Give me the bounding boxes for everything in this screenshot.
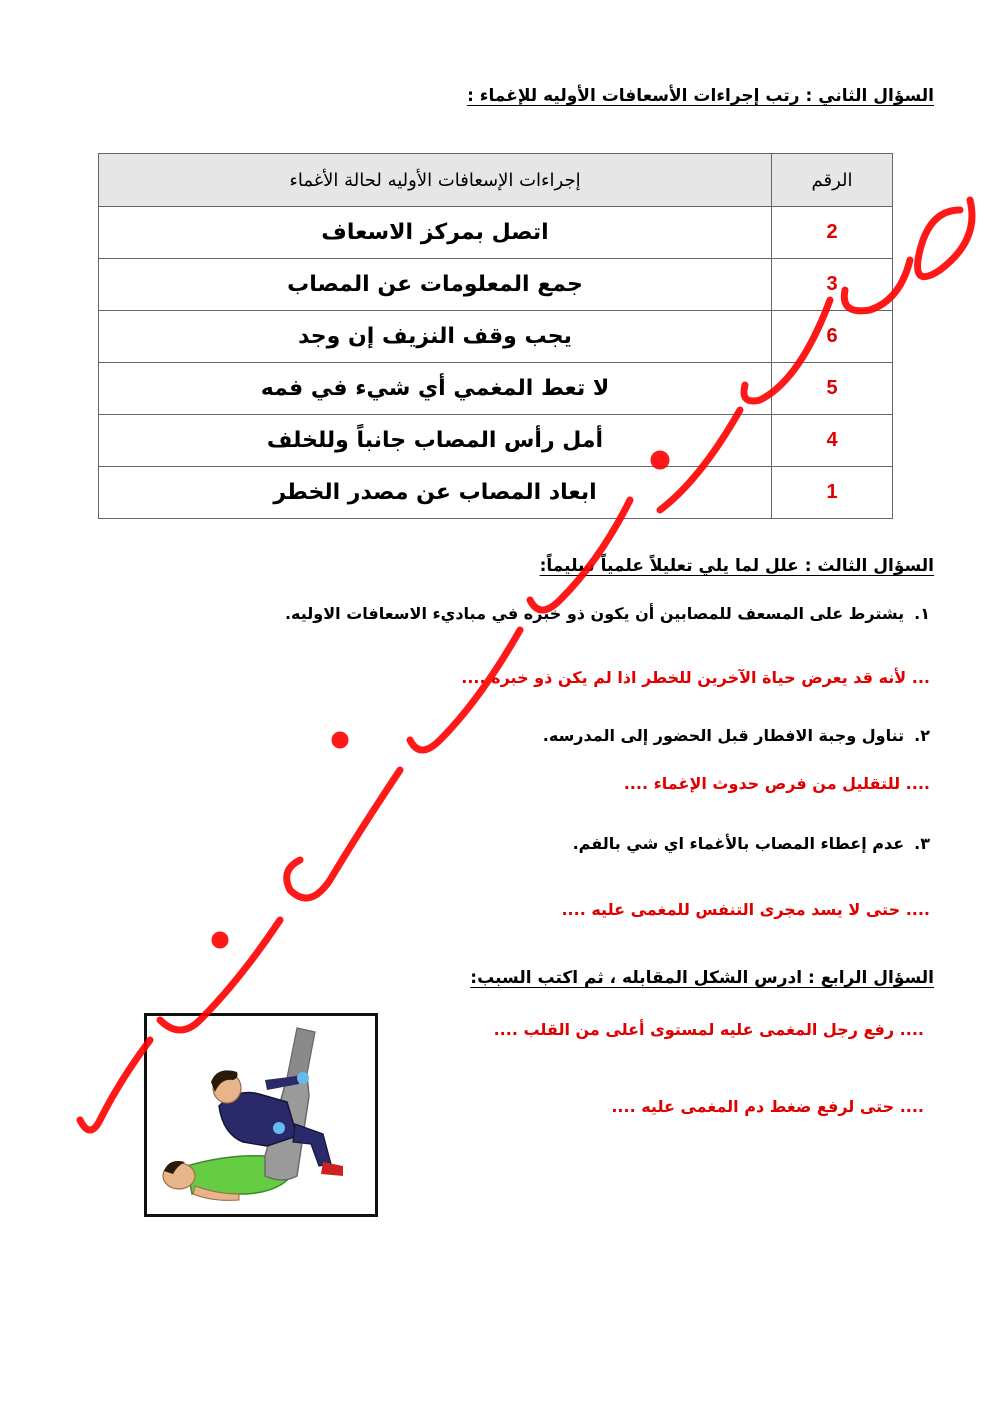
question3-answer-2: .... للتقليل من فرص حدوث الإغماء .... bbox=[623, 774, 930, 793]
table-row bbox=[99, 259, 893, 311]
row-step: اتصل بمركز الاسعاف bbox=[99, 207, 772, 259]
question3-answer-3: .... حتى لا يسد مجرى التنفس للمغمى عليه .... bbox=[561, 900, 930, 919]
question3-item-1 bbox=[285, 604, 930, 623]
table-row bbox=[99, 311, 893, 363]
item-number: ١. bbox=[914, 604, 930, 623]
question4-heading: السؤال الرابع : ادرس الشكل المقابله ، ثم اكتب السبب: bbox=[470, 968, 934, 988]
item-text: يشترط على المسعف للمصابين أن يكون ذو خبره في مباديء الاسعافات الاوليه. bbox=[284, 604, 905, 623]
first-aid-steps-table bbox=[98, 153, 893, 519]
table-row bbox=[99, 415, 893, 467]
table-header-row bbox=[99, 154, 893, 207]
item-text: تناول وجبة الافطار قبل الحضور إلى المدرسه. bbox=[542, 726, 905, 745]
item-number: ٣. bbox=[914, 834, 930, 853]
raised-legs-illustration bbox=[147, 1016, 375, 1214]
row-number: 6 bbox=[772, 311, 893, 363]
item-text: عدم إعطاء المصاب بالأغماء اي شي بالفم. bbox=[572, 834, 905, 853]
question3-item-3 bbox=[573, 834, 930, 853]
row-step: ابعاد المصاب عن مصدر الخطر bbox=[99, 467, 772, 519]
row-step: يجب وقف النزيف إن وجد bbox=[99, 311, 772, 363]
question2-heading: السؤال الثاني : رتب إجراءات الأسعافات الأوليه للإغماء : bbox=[467, 86, 934, 106]
first-aid-figure bbox=[144, 1013, 378, 1217]
question3-item-2 bbox=[543, 726, 930, 745]
table-row bbox=[99, 207, 893, 259]
question3-heading: السؤال الثالث : علل لما يلي تعليلاً علمياً سليماً: bbox=[539, 556, 934, 576]
row-step: لا تعط المغمي أي شيء في فمه bbox=[99, 363, 772, 415]
question4-answer-2: .... حتى لرفع ضغط دم المغمى عليه .... bbox=[611, 1097, 924, 1116]
row-step: أمل رأس المصاب جانباً وللخلف bbox=[99, 415, 772, 467]
row-step: جمع المعلومات عن المصاب bbox=[99, 259, 772, 311]
row-number: 4 bbox=[772, 415, 893, 467]
header-steps: إجراءات الإسعافات الأوليه لحالة الأغماء bbox=[99, 154, 772, 207]
header-number: الرقم bbox=[772, 154, 893, 207]
question3-answer-1: ... لأنه قد يعرض حياة الآخرين للخطر اذا لم يكن ذو خبره .... bbox=[461, 668, 930, 687]
table-row bbox=[99, 467, 893, 519]
table-row bbox=[99, 363, 893, 415]
item-number: ٢. bbox=[914, 726, 930, 745]
question4-answer-1: .... رفع رجل المغمى عليه لمستوى أعلى من القلب .... bbox=[493, 1020, 924, 1039]
row-number: 5 bbox=[772, 363, 893, 415]
row-number: 3 bbox=[772, 259, 893, 311]
row-number: 2 bbox=[772, 207, 893, 259]
row-number: 1 bbox=[772, 467, 893, 519]
